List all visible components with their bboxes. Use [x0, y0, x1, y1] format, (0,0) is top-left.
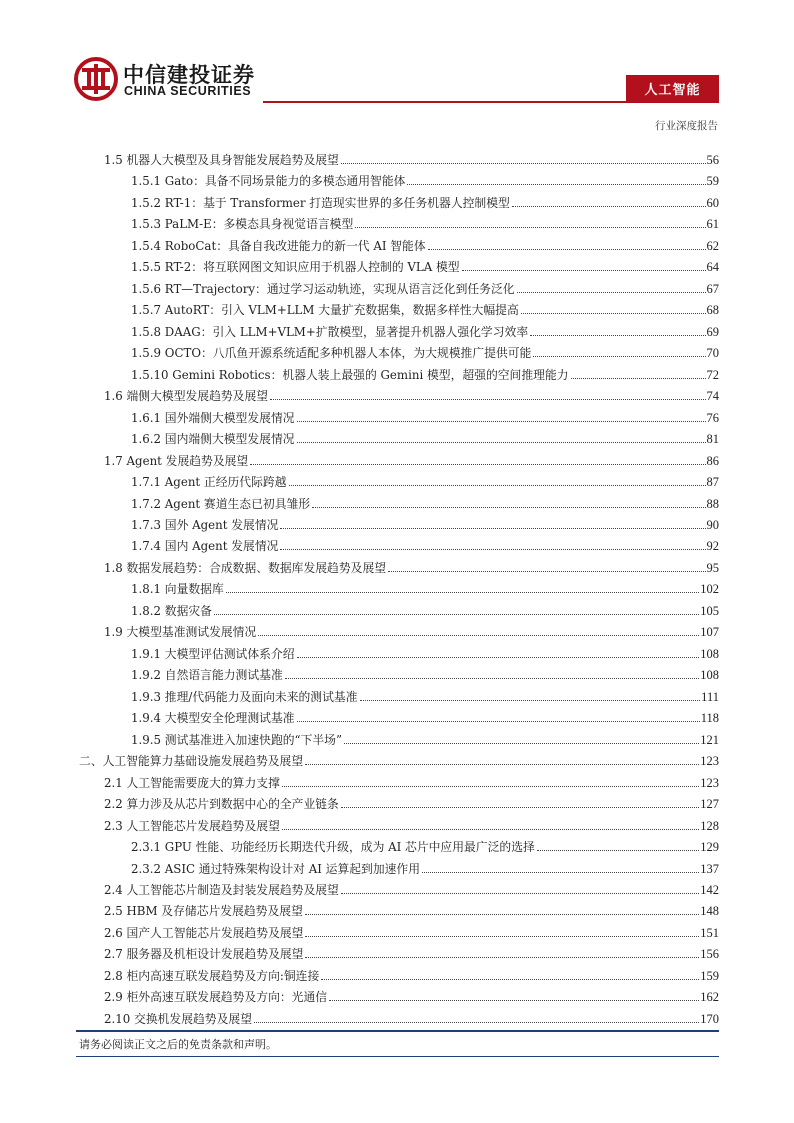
- toc-entry-page: 70: [706, 346, 719, 361]
- footer-divider-bottom: [76, 1056, 719, 1057]
- toc-entry-page: 137: [700, 861, 719, 876]
- toc-leader-dots: [341, 163, 706, 164]
- toc-entry-title: 1.5.1 Gato：具备不同场景能力的多模态通用智能体: [131, 174, 406, 189]
- toc-entry-page: 156: [700, 947, 719, 962]
- toc-leader-dots: [341, 807, 699, 808]
- toc-entry-page: 68: [706, 303, 719, 318]
- toc-entry-title: 2.7 服务器及机柜设计发展趋势及展望: [104, 947, 304, 962]
- toc-leader-dots: [321, 979, 699, 980]
- toc-entry-page: 81: [706, 432, 719, 447]
- toc-entry[interactable]: [104, 984, 719, 1004]
- toc-entry-page: 129: [700, 840, 719, 855]
- toc-entry[interactable]: [104, 1006, 719, 1026]
- toc-entry[interactable]: [104, 877, 719, 897]
- toc-entry-title: 2.3.1 GPU 性能、功能经历长期迭代升级，成为 AI 芯片中应用最广泛的选择: [131, 840, 535, 855]
- toc-entry-page: 88: [706, 496, 719, 511]
- toc-entry[interactable]: [104, 770, 719, 790]
- toc-entry-page: 105: [700, 603, 719, 618]
- toc-entry-title: 1.5.4 RoboCat：具备自我改进能力的新一代 AI 智能体: [131, 238, 426, 253]
- toc-leader-dots: [270, 399, 705, 400]
- toc-leader-dots: [214, 614, 699, 615]
- toc-entry[interactable]: [104, 619, 719, 639]
- toc-leader-dots: [280, 528, 705, 529]
- toc-entry-title: 1.5.8 DAAG：引入 LLM+VLM+扩散模型，显著提升机器人强化学习效率: [131, 324, 529, 339]
- toc-entry[interactable]: [131, 362, 719, 382]
- toc-entry-title: 1.7.3 国外 Agent 发展情况: [131, 517, 279, 532]
- toc-entry-title: 1.8.1 向量数据库: [131, 582, 224, 597]
- toc-entry-page: 142: [700, 882, 719, 897]
- toc-leader-dots: [297, 442, 706, 443]
- toc-entry-page: 162: [700, 990, 719, 1005]
- toc-entry-page: 159: [700, 968, 719, 983]
- toc-entry[interactable]: [131, 641, 719, 661]
- toc-entry-title: 2.2 算力涉及从芯片到数据中心的全产业链条: [104, 797, 339, 812]
- toc-leader-dots: [329, 1000, 699, 1001]
- toc-leader-dots: [571, 378, 706, 379]
- toc-leader-dots: [355, 227, 705, 228]
- toc-leader-dots: [517, 292, 706, 293]
- toc-leader-dots: [533, 356, 705, 357]
- toc-entry-page: 123: [700, 754, 719, 769]
- toc-entry[interactable]: [131, 254, 719, 274]
- toc-entry-title: 1.7.4 国内 Agent 发展情况: [131, 539, 279, 554]
- toc-leader-dots: [258, 635, 699, 636]
- toc-entry-title: 1.9.2 自然语言能力测试基准: [131, 668, 283, 683]
- toc-leader-dots: [537, 850, 699, 851]
- toc-entry-title: 1.9.4 大模型安全伦理测试基准: [131, 711, 295, 726]
- toc-entry-page: 69: [706, 324, 719, 339]
- toc-entry-page: 121: [700, 732, 719, 747]
- toc-entry-title: 2.1 人工智能需要庞大的算力支撑: [104, 775, 280, 790]
- toc-entry-page: 74: [706, 389, 719, 404]
- toc-leader-dots: [305, 764, 699, 765]
- toc-entry-page: 59: [706, 174, 719, 189]
- toc-entry[interactable]: [131, 233, 719, 253]
- toc-entry-page: 170: [700, 1011, 719, 1026]
- footer-disclaimer: 请务必阅读正文之后的免责条款和声明。: [79, 1038, 277, 1051]
- toc-entry-page: 95: [706, 560, 719, 575]
- toc-leader-dots: [530, 335, 705, 336]
- toc-leader-dots: [297, 657, 700, 658]
- toc-entry-title: 1.5.2 RT-1：基于 Transformer 打造现实世界的多任务机器人控制模型: [131, 195, 510, 210]
- toc-entry[interactable]: [131, 319, 719, 339]
- toc-entry[interactable]: [131, 211, 719, 231]
- toc-leader-dots: [285, 678, 700, 679]
- toc-entry[interactable]: [104, 448, 719, 468]
- toc-entry-title: 1.5 机器人大模型及具身智能发展趋势及展望: [104, 153, 339, 167]
- toc-leader-dots: [254, 1022, 699, 1023]
- toc-entry-title: 1.7.1 Agent 正经历代际跨越: [131, 475, 287, 490]
- toc-entry[interactable]: [104, 813, 719, 833]
- toc-entry[interactable]: [104, 555, 719, 575]
- toc-entry[interactable]: [131, 598, 719, 618]
- toc-entry[interactable]: [104, 383, 719, 403]
- toc-leader-dots: [305, 957, 699, 958]
- toc-entry-title: 1.5.9 OCTO：八爪鱼开源系统适配多种机器人本体，为大规模推广提供可能: [131, 346, 532, 361]
- toc-entry-title: 2.8 柜内高速互联发展趋势及方向:铜连接: [104, 968, 320, 983]
- toc-entry-title: 2.3 人工智能芯片发展趋势及展望: [104, 818, 280, 833]
- toc-entry[interactable]: [131, 684, 719, 704]
- toc-entry[interactable]: [131, 533, 719, 553]
- toc-entry-title: 1.9 大模型基准测试发展情况: [104, 625, 257, 640]
- toc-entry[interactable]: [104, 941, 719, 961]
- toc-leader-dots: [282, 786, 699, 787]
- toc-entry-title: 1.9.3 推理/代码能力及面向未来的测试基准: [131, 689, 358, 704]
- toc-entry-title: 1.7.2 Agent 赛道生态已初具雏形: [131, 496, 311, 511]
- company-logo-icon: [73, 56, 119, 102]
- toc-entry[interactable]: [131, 297, 719, 317]
- toc-entry[interactable]: [131, 512, 719, 532]
- toc-entry-title: 1.5.6 RT—Trajectory：通过学习运动轨迹，实现从语言泛化到任务泛化: [131, 281, 515, 296]
- toc-leader-dots: [297, 721, 700, 722]
- toc-leader-dots: [280, 549, 705, 550]
- logo-english-name: CHINA SECURITIES: [124, 84, 252, 98]
- toc-entry-page: 67: [706, 281, 719, 296]
- toc-leader-dots: [312, 507, 705, 508]
- footer-divider-top: [76, 1030, 719, 1032]
- toc-leader-dots: [305, 914, 699, 915]
- toc-leader-dots: [297, 421, 706, 422]
- toc-entry-title: 1.9.1 大模型评估测试体系介绍: [131, 646, 295, 661]
- toc-entry-title: 二、人工智能算力基础设施发展趋势及展望: [79, 754, 304, 769]
- toc-entry[interactable]: [131, 276, 719, 296]
- toc-entry-page: 87: [706, 475, 719, 490]
- toc-entry-title: 1.7 Agent 发展趋势及展望: [104, 453, 249, 468]
- toc-entry-title: 1.6.2 国内端侧大模型发展情况: [131, 432, 295, 447]
- toc-entry[interactable]: [131, 426, 719, 446]
- toc-entry-page: 56: [706, 153, 719, 167]
- toc-entry-page: 123: [700, 775, 719, 790]
- toc-entry-title: 2.3.2 ASIC 通过特殊架构设计对 AI 运算起到加速作用: [131, 861, 421, 876]
- toc-entry[interactable]: [131, 469, 719, 489]
- toc-entry-page: 127: [700, 797, 719, 812]
- toc-entry-page: 60: [706, 195, 719, 210]
- toc-entry-title: 2.9 柜外高速互联发展趋势及方向：光通信: [104, 990, 328, 1005]
- toc-leader-dots: [289, 485, 706, 486]
- toc-entry[interactable]: [131, 168, 719, 188]
- toc-entry-page: 72: [706, 367, 719, 382]
- toc-entry-page: 64: [706, 260, 719, 275]
- toc-entry[interactable]: [104, 963, 719, 983]
- toc-leader-dots: [388, 571, 705, 572]
- toc-entry-page: 108: [700, 646, 719, 661]
- toc-entry[interactable]: [131, 190, 719, 210]
- toc-entry-page: 128: [700, 818, 719, 833]
- toc-entry-title: 1.5.3 PaLM-E：多模态具身视觉语言模型: [131, 217, 354, 232]
- toc-entry-title: 1.6.1 国外端侧大模型发展情况: [131, 410, 295, 425]
- toc-entry-page: 61: [706, 217, 719, 232]
- toc-entry[interactable]: [104, 791, 719, 811]
- toc-entry-title: 1.5.10 Gemini Robotics：机器人装上最强的 Gemini 模型，超强的空间推理能力: [131, 367, 569, 382]
- toc-leader-dots: [422, 872, 699, 873]
- toc-entry-title: 1.8 数据发展趋势：合成数据、数据库发展趋势及展望: [104, 560, 387, 575]
- toc-entry[interactable]: [131, 491, 719, 511]
- toc-entry[interactable]: [131, 856, 719, 876]
- toc-entry-title: 1.6 端侧大模型发展趋势及展望: [104, 389, 269, 404]
- toc-leader-dots: [428, 249, 706, 250]
- toc-entry[interactable]: [131, 705, 719, 725]
- toc-entry[interactable]: [131, 576, 719, 596]
- toc-entry[interactable]: [104, 920, 719, 940]
- toc-entry-title: 2.10 交换机发展趋势及展望: [104, 1011, 252, 1026]
- toc-leader-dots: [344, 743, 699, 744]
- report-type: 行业深度报告: [655, 120, 718, 132]
- toc-leader-dots: [226, 592, 699, 593]
- toc-entry-page: 118: [700, 711, 719, 726]
- company-logo: [73, 56, 253, 104]
- toc-leader-dots: [305, 936, 699, 937]
- toc-entry-page: 108: [700, 668, 719, 683]
- toc-entry-title: 2.6 国产人工智能芯片发展趋势及展望: [104, 925, 304, 940]
- toc-entry[interactable]: [131, 727, 719, 747]
- section-label: 人工智能: [626, 75, 719, 102]
- toc-entry[interactable]: [131, 834, 719, 854]
- toc-leader-dots: [341, 893, 699, 894]
- toc-entry-page: 107: [700, 625, 719, 640]
- toc-entry-title: 2.5 HBM 及存储芯片发展趋势及展望: [104, 904, 303, 919]
- toc-leader-dots: [512, 206, 706, 207]
- toc-entry-page: 92: [706, 539, 719, 554]
- toc-entry-title: 1.8.2 数据灾备: [131, 603, 212, 618]
- toc-entry[interactable]: [104, 898, 719, 918]
- logo-chinese-name: 中信建投证券: [123, 63, 255, 87]
- toc-entry[interactable]: [131, 405, 719, 425]
- toc-entry-page: 151: [700, 925, 719, 940]
- toc-entry[interactable]: [131, 340, 719, 360]
- toc-entry-title: 1.9.5 测试基准进入加速快跑的“下半场”: [131, 732, 342, 747]
- toc-leader-dots: [521, 313, 706, 314]
- toc-entry-page: 111: [701, 689, 719, 704]
- toc-leader-dots: [282, 829, 699, 830]
- toc-entry[interactable]: [104, 147, 719, 167]
- toc-entry[interactable]: [131, 662, 719, 682]
- toc-entry-page: 76: [706, 410, 719, 425]
- toc-leader-dots: [407, 184, 705, 185]
- toc-leader-dots: [250, 464, 705, 465]
- toc-entry-title: 1.5.7 AutoRT：引入 VLM+LLM 大量扩充数据集，数据多样性大幅提高: [131, 303, 519, 318]
- toc-leader-dots: [462, 270, 706, 271]
- toc-entry[interactable]: [79, 748, 719, 768]
- toc-leader-dots: [360, 700, 701, 701]
- toc-entry-page: 90: [706, 517, 719, 532]
- toc-entry-page: 62: [706, 238, 719, 253]
- toc-entry-page: 86: [706, 453, 719, 468]
- toc-entry-page: 102: [700, 582, 719, 597]
- toc-entry-title: 1.5.5 RT-2：将互联网图文知识应用于机器人控制的 VLA 模型: [131, 260, 460, 275]
- toc-entry-page: 148: [700, 904, 719, 919]
- toc-entry-title: 2.4 人工智能芯片制造及封装发展趋势及展望: [104, 882, 339, 897]
